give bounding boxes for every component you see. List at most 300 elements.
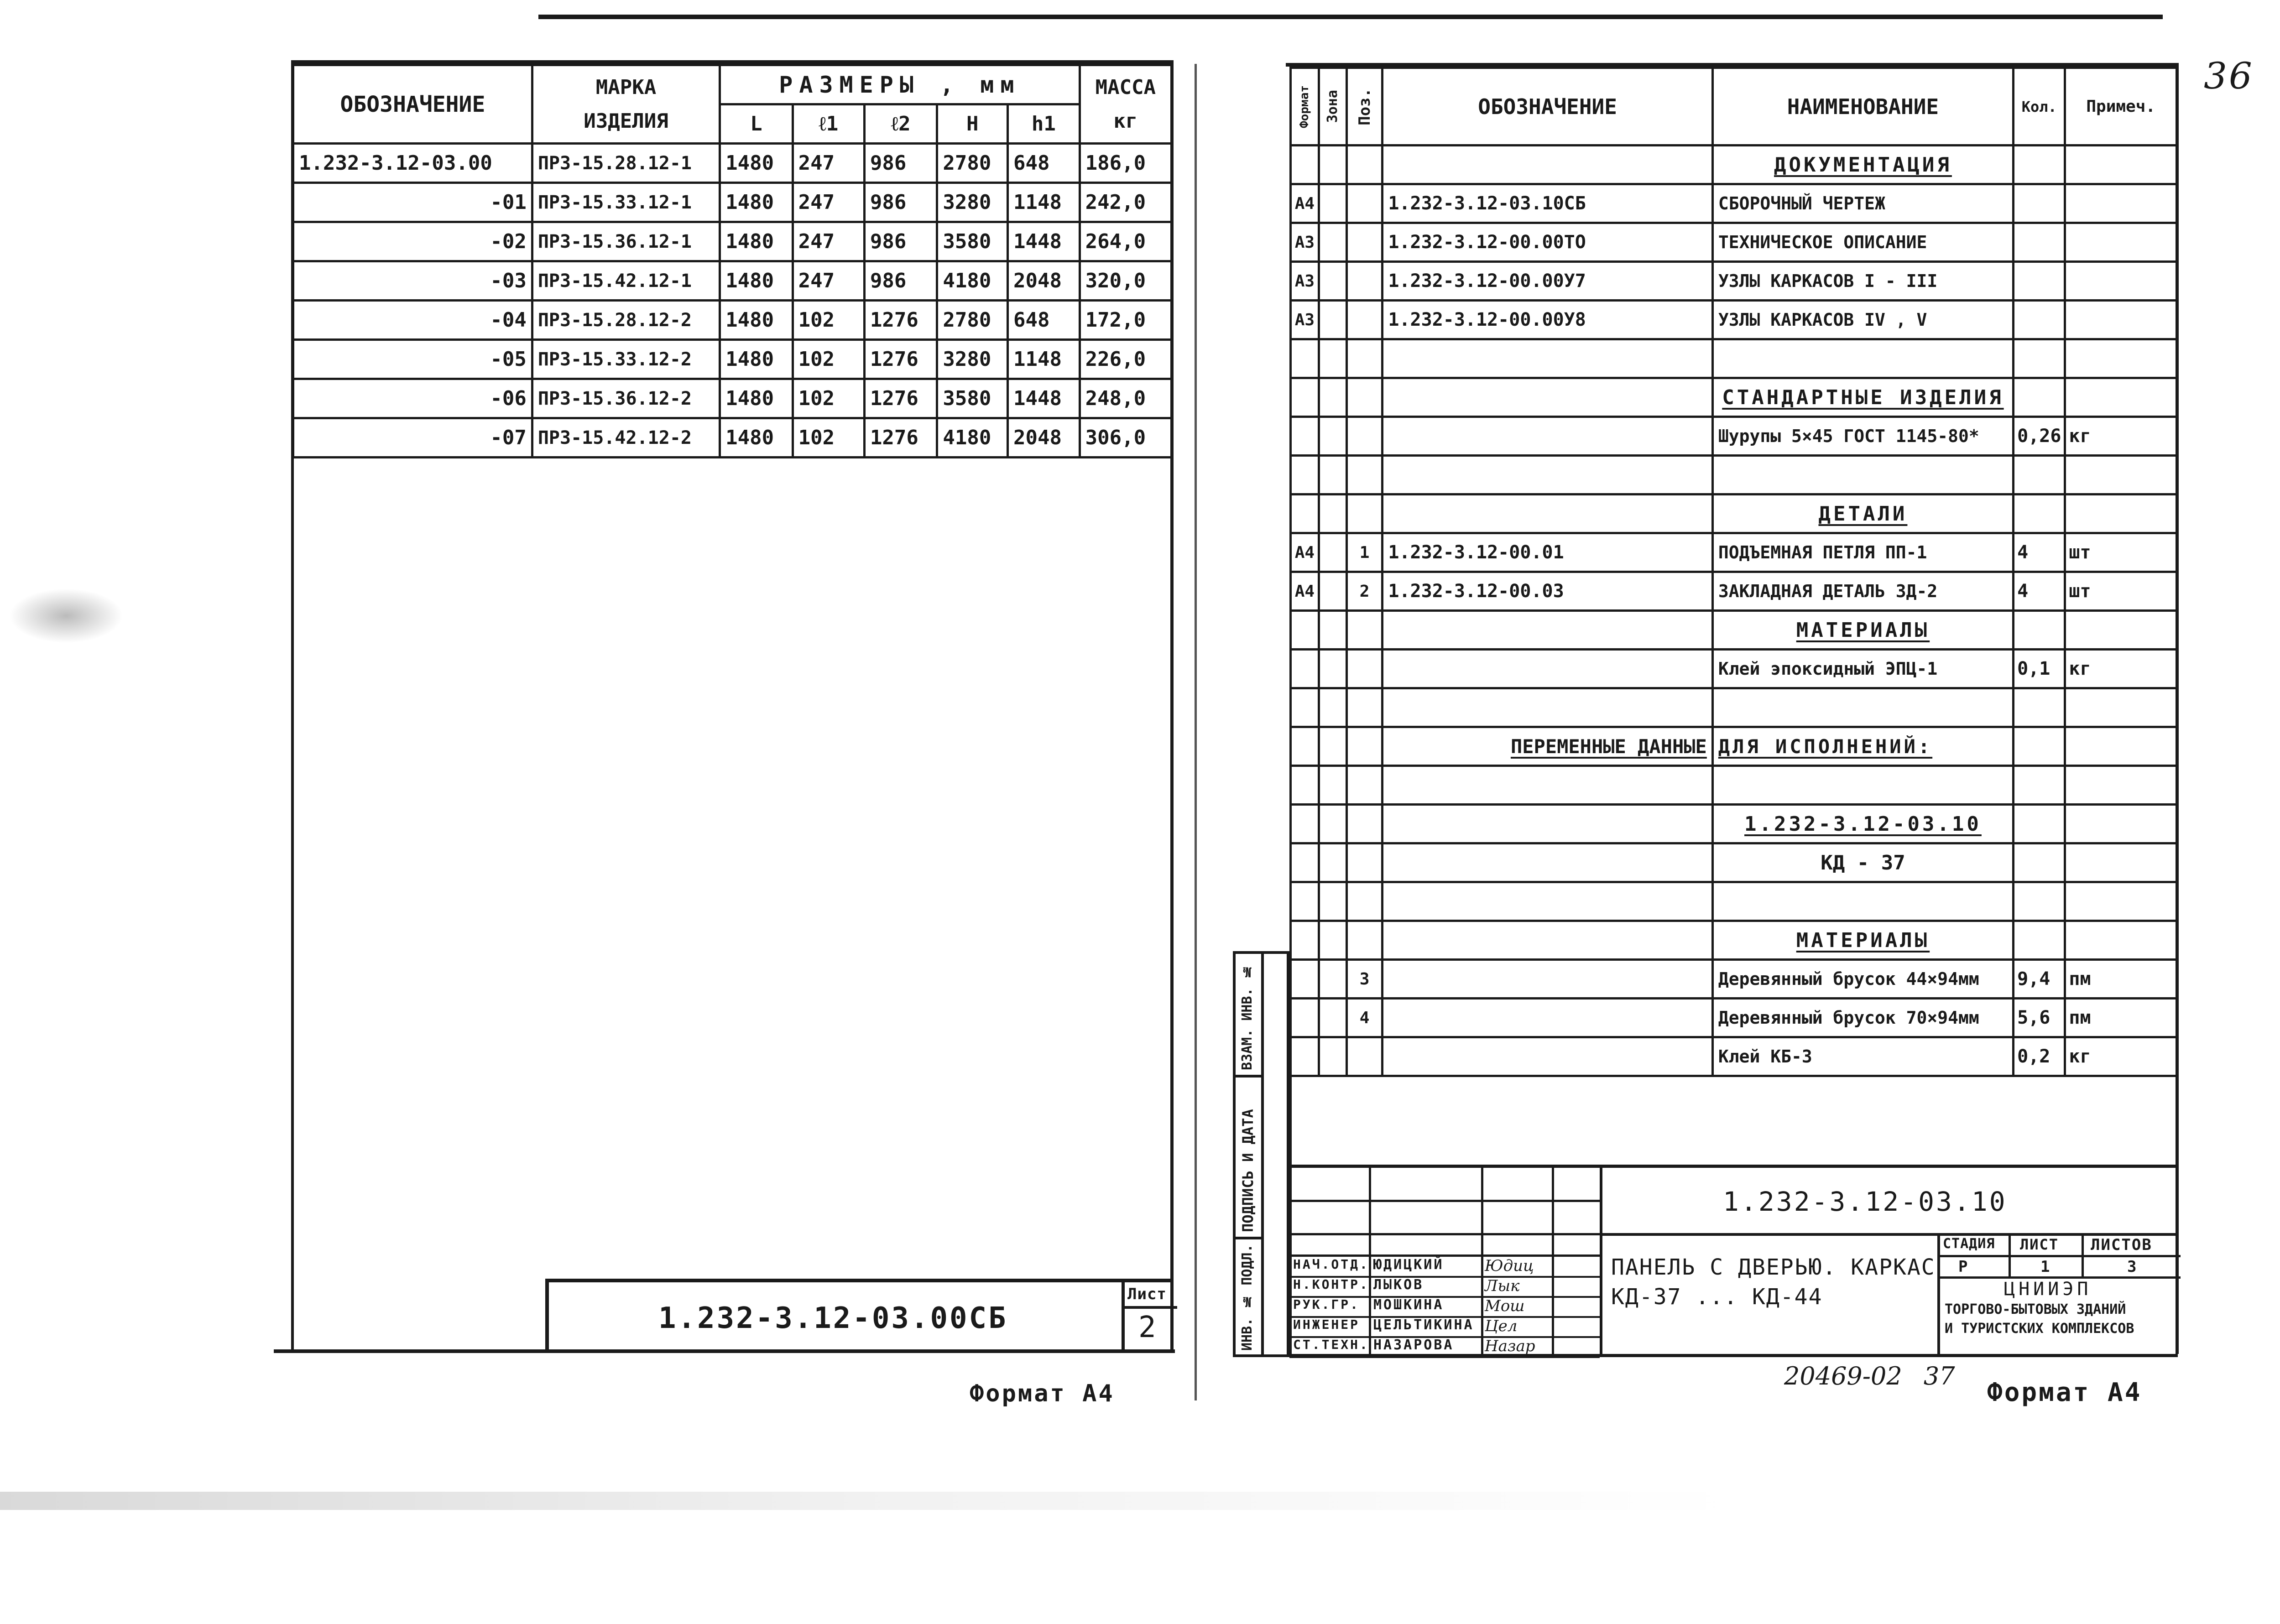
tb-col-line-6 [1600,1168,1602,1357]
spec-cell-name: ТЕХНИЧЕСКОЕ ОПИСАНИЕ [1712,223,2013,262]
header-qty: Кол. [2014,68,2065,146]
spec-cell-qty [2014,184,2065,223]
spec-cell-qty [2014,494,2065,533]
sizes-cell-H: 3580 [937,222,1008,261]
spec-cell-designation [1383,339,1712,378]
spec-cell-format [1291,650,1319,688]
spec-cell-name [1712,766,2013,805]
role-person-name: МОШКИНА [1373,1297,1444,1313]
spec-cell-qty [2014,223,2065,262]
spec-cell-zone [1319,301,1346,339]
spec-cell-designation [1383,882,1712,921]
header-format-cell [1291,68,1319,146]
sizes-row [293,222,1172,261]
header-dim-L: L [720,104,793,144]
sizes-cell-mark: ПР3-15.28.12-1 [532,144,720,183]
sizes-cell-designation: -07 [293,418,532,458]
spec-cell-name: Деревянный брусок 70×94мм [1712,999,2013,1037]
spec-row [1291,960,2177,999]
spec-cell-zone [1319,999,1346,1037]
spec-cell-format [1291,456,1319,494]
archive-number [1784,1362,1955,1390]
spec-cell-format [1291,1037,1319,1076]
spec-cell-format [1291,611,1319,650]
spec-cell-pos: 3 [1346,960,1383,999]
spec-cell-pos: 1 [1346,533,1383,572]
left-stamp-sheet-label: Лист [1127,1285,1167,1303]
spec-cell-pos [1346,688,1383,727]
spec-row [1291,882,2177,921]
sizes-cell-l2: 986 [864,222,937,261]
sizes-cell-mass: 248,0 [1080,379,1171,418]
spec-row [1291,727,2177,766]
sizes-cell-L: 1480 [720,301,793,340]
org-line-3: И ТУРИСТСКИХ КОМПЛЕКСОВ [1945,1321,2134,1337]
spec-cell-note: шт [2065,572,2177,611]
header-dim-l2: ℓ2 [864,104,937,144]
sizes-cell-designation: -04 [293,301,532,340]
role-signature: Лык [1485,1277,1520,1295]
spec-cell-designation [1383,494,1712,533]
sizes-row [293,183,1172,222]
spec-cell-designation: 1.232-3.12-00.00У7 [1383,262,1712,301]
spec-cell-qty [2014,843,2065,882]
spec-row [1291,1037,2177,1076]
role-person-name: ЮДИЦКИЙ [1373,1257,1444,1273]
left-stamp-sheet-cell [1122,1282,1174,1349]
scan-edge-line [538,15,2163,19]
spec-cell-note: шт [2065,533,2177,572]
sizes-cell-h1: 648 [1008,301,1080,340]
spec-cell-note: кг [2065,417,2177,456]
spec-cell-qty [2014,456,2065,494]
sizes-cell-h1: 1448 [1008,222,1080,261]
stage-value: Р [1958,1258,1970,1276]
header-mass-line2: кг [1113,109,1138,133]
spec-cell-pos [1346,494,1383,533]
sizes-row [293,144,1172,183]
spec-cell-qty: 5,6 [2014,999,2065,1037]
sizes-cell-H: 2780 [937,301,1008,340]
spec-cell-pos [1346,301,1383,339]
spec-cell-designation [1383,1037,1712,1076]
role-title: СТ.ТЕХН. [1293,1337,1369,1352]
sizes-cell-H: 2780 [937,144,1008,183]
sizes-cell-L: 1480 [720,222,793,261]
spec-cell-pos [1346,611,1383,650]
sizes-cell-l2: 1276 [864,379,937,418]
stage-row-line-1 [1940,1255,2181,1257]
spec-cell-name: ДОКУМЕНТАЦИЯ [1712,146,2013,184]
spec-row [1291,262,2177,301]
spec-cell-format: А4 [1291,533,1319,572]
spec-cell-designation: 1.232-3.12-00.03 [1383,572,1712,611]
sizes-cell-L: 1480 [720,261,793,301]
header-name: НАИМЕНОВАНИЕ [1712,68,2013,146]
sizes-cell-L: 1480 [720,144,793,183]
left-stamp-sheet-divider [1125,1306,1177,1309]
sheet-value: 1 [2040,1258,2052,1276]
spec-row [1291,494,2177,533]
sizes-cell-mass: 172,0 [1080,301,1171,340]
spec-cell-note [2065,339,2177,378]
spec-cell-pos [1346,650,1383,688]
sizes-cell-l1: 102 [793,379,864,418]
spec-row [1291,456,2177,494]
spec-cell-pos [1346,921,1383,960]
spec-cell-designation [1383,146,1712,184]
spec-cell-designation [1383,611,1712,650]
tb-col-line-1 [1289,1168,1292,1357]
spec-cell-pos [1346,146,1383,184]
spec-row [1291,766,2177,805]
spec-cell-format [1291,960,1319,999]
sizes-cell-l1: 247 [793,222,864,261]
sizes-cell-mark: ПР3-15.36.12-2 [532,379,720,418]
spec-cell-zone [1319,417,1346,456]
title-block-code: 1.232-3.12-03.10 [1723,1186,2007,1217]
spec-cell-format [1291,494,1319,533]
spec-cell-pos [1346,882,1383,921]
spec-cell-qty [2014,921,2065,960]
spec-cell-pos: 2 [1346,572,1383,611]
spec-cell-name: ПОДЪЕМНАЯ ПЕТЛЯ ПП-1 [1712,533,2013,572]
sizes-cell-l2: 1276 [864,340,937,379]
header-pos-cell [1346,68,1383,146]
sizes-cell-designation: -06 [293,379,532,418]
sizes-cell-l1: 247 [793,144,864,183]
spec-cell-name: ЗАКЛАДНАЯ ДЕТАЛЬ ЗД-2 [1712,572,2013,611]
spec-cell-pos [1346,417,1383,456]
side-label-inv-no: ИНВ. № ПОДЛ. [1239,1244,1255,1351]
spec-cell-format [1291,843,1319,882]
spec-cell-zone [1319,456,1346,494]
spec-row [1291,921,2177,960]
tb-col-line-5 [1552,1168,1554,1357]
spec-row [1291,650,2177,688]
sizes-cell-mass: 226,0 [1080,340,1171,379]
spec-cell-format [1291,882,1319,921]
spec-cell-note [2065,146,2177,184]
spec-cell-designation: 1.232-3.12-00.01 [1383,533,1712,572]
spec-cell-note [2065,378,2177,417]
org-line-2: ТОРГОВО-БЫТОВЫХ ЗДАНИЙ [1945,1301,2126,1317]
spec-cell-name: СТАНДАРТНЫЕ ИЗДЕЛИЯ [1712,378,2013,417]
spec-cell-note [2065,766,2177,805]
sizes-cell-designation: -05 [293,340,532,379]
sizes-cell-designation: -02 [293,222,532,261]
spec-cell-zone [1319,650,1346,688]
sizes-cell-l2: 986 [864,261,937,301]
sizes-cell-L: 1480 [720,340,793,379]
sizes-cell-mark: ПР3-15.33.12-2 [532,340,720,379]
org-line-1: ЦНИИЭП [2004,1279,2092,1300]
spec-cell-qty: 9,4 [2014,960,2065,999]
left-stamp-sheet-number: 2 [1138,1311,1158,1344]
left-frame-bottom [274,1349,1175,1353]
spec-cell-name: УЗЛЫ КАРКАСОВ I - III [1712,262,2013,301]
sizes-cell-designation: -01 [293,183,532,222]
tb-col-line-4 [1481,1168,1483,1357]
header-designation-right: ОБОЗНАЧЕНИЕ [1383,68,1712,146]
spec-cell-format [1291,146,1319,184]
spec-row [1291,378,2177,417]
sizes-row [293,340,1172,379]
spec-cell-format: А3 [1291,223,1319,262]
sheets-value: 3 [2127,1258,2139,1276]
left-format-label: Формат А4 [970,1380,1115,1407]
spec-cell-qty [2014,766,2065,805]
sizes-cell-mark: ПР3-15.42.12-2 [532,418,720,458]
spec-cell-zone [1319,1037,1346,1076]
spec-row [1291,843,2177,882]
spec-cell-note [2065,456,2177,494]
sizes-cell-h1: 2048 [1008,418,1080,458]
spec-cell-name: Деревянный брусок 44×94мм [1712,960,2013,999]
spec-cell-name: УЗЛЫ КАРКАСОВ IV , V [1712,301,2013,339]
title-line-1: ПАНЕЛЬ С ДВЕРЬЮ. КАРКАС [1611,1254,1936,1280]
sizes-cell-h1: 1148 [1008,183,1080,222]
sizes-cell-L: 1480 [720,418,793,458]
spec-cell-format: А3 [1291,301,1319,339]
spec-cell-format [1291,417,1319,456]
sizes-cell-mass: 320,0 [1080,261,1171,301]
role-signature: Цел [1485,1317,1518,1335]
spec-cell-name: ДЛЯ ИСПОЛНЕНИЙ: [1712,727,2013,766]
spec-cell-zone [1319,727,1346,766]
sizes-row [293,301,1172,340]
sheet-label: ЛИСТ [2020,1236,2059,1253]
spec-cell-qty [2014,805,2065,843]
spec-cell-note: кг [2065,650,2177,688]
spec-cell-pos: 4 [1346,999,1383,1037]
spec-cell-qty [2014,146,2065,184]
role-title: НАЧ.ОТД. [1293,1257,1369,1272]
spec-cell-name: ДЕТАЛИ [1712,494,2013,533]
spec-cell-note [2065,611,2177,650]
sizes-cell-H: 4180 [937,418,1008,458]
spec-row [1291,572,2177,611]
spec-row [1291,533,2177,572]
stage-col-line-2 [2082,1233,2084,1276]
spec-cell-designation [1383,805,1712,843]
spec-cell-name: Клей эпоксидный ЭПЦ-1 [1712,650,2013,688]
scan-artifact-bottom [0,1492,1734,1510]
sizes-cell-l1: 247 [793,183,864,222]
side-col-divider [1261,954,1264,1355]
spec-row [1291,688,2177,727]
spec-cell-designation [1383,766,1712,805]
spec-row [1291,184,2177,223]
spec-cell-qty [2014,301,2065,339]
spec-cell-zone [1319,146,1346,184]
spec-cell-name: СБОРОЧНЫЙ ЧЕРТЕЖ [1712,184,2013,223]
sizes-cell-h1: 2048 [1008,261,1080,301]
side-label-replaced-inv: ВЗАМ. ИНВ. № [1239,963,1255,1070]
archive-number-page: 37 [1923,1362,1955,1390]
role-title: ИНЖЕНЕР [1293,1317,1360,1332]
header-mark [532,65,720,144]
spec-cell-pos [1346,843,1383,882]
sizes-cell-l1: 102 [793,340,864,379]
spec-cell-designation [1383,456,1712,494]
scan-artifact-left [9,588,123,643]
spec-cell-qty [2014,882,2065,921]
spec-cell-format [1291,378,1319,417]
sizes-cell-l1: 102 [793,418,864,458]
archive-number-code: 20469-02 [1784,1362,1902,1390]
header-sizes: РАЗМЕРЫ , мм [720,65,1080,104]
spec-cell-format: А4 [1291,572,1319,611]
role-title: РУК.ГР. [1293,1297,1360,1312]
role-person-name: НАЗАРОВА [1373,1337,1454,1353]
sizes-row [293,418,1172,458]
sizes-cell-l2: 986 [864,183,937,222]
spec-row [1291,611,2177,650]
spec-cell-note [2065,223,2177,262]
sizes-cell-H: 3280 [937,183,1008,222]
spec-cell-zone [1319,611,1346,650]
spec-cell-format [1291,921,1319,960]
title-line-2: КД-37 ... КД-44 [1611,1284,1823,1310]
spec-cell-note: пм [2065,960,2177,999]
sizes-cell-mark: ПР3-15.42.12-1 [532,261,720,301]
header-format: Формат [1298,85,1312,128]
spec-cell-name [1712,688,2013,727]
spec-cell-qty [2014,262,2065,301]
spec-cell-zone [1319,805,1346,843]
spec-cell-designation: 1.232-3.12-00.00ТО [1383,223,1712,262]
spec-row [1291,339,2177,378]
spec-cell-zone [1319,843,1346,882]
sizes-cell-H: 4180 [937,261,1008,301]
spec-cell-qty [2014,611,2065,650]
spec-cell-pos [1346,1037,1383,1076]
header-dim-l1: ℓ1 [793,104,864,144]
sizes-cell-designation: 1.232-3.12-03.00 [293,144,532,183]
spec-cell-pos [1346,456,1383,494]
sizes-cell-l2: 1276 [864,301,937,340]
spec-cell-zone [1319,262,1346,301]
spec-cell-zone [1319,494,1346,533]
header-mark-line1: МАРКА [595,75,657,99]
spec-cell-note [2065,494,2177,533]
side-row-divider-1 [1236,1075,1264,1077]
role-person-name: ЦЕЛЬТИКИНА [1373,1317,1474,1333]
spec-cell-format [1291,727,1319,766]
sizes-cell-mass: 242,0 [1080,183,1171,222]
spec-cell-qty [2014,727,2065,766]
sizes-cell-mass: 306,0 [1080,418,1171,458]
spec-cell-qty [2014,378,2065,417]
spec-cell-designation: ПЕРЕМЕННЫЕ ДАННЫЕ [1383,727,1712,766]
spec-row [1291,146,2177,184]
spec-cell-name [1712,339,2013,378]
side-row-divider-2 [1236,1237,1264,1239]
role-person-name: ЛЫКОВ [1373,1277,1424,1293]
header-designation: ОБОЗНАЧЕНИЕ [293,65,532,144]
header-mark-line2: ИЗДЕЛИЯ [584,109,668,133]
spec-cell-designation [1383,650,1712,688]
sizes-cell-h1: 648 [1008,144,1080,183]
left-stamp [545,1279,1170,1349]
spec-cell-designation [1383,417,1712,456]
sizes-cell-h1: 1148 [1008,340,1080,379]
spec-cell-pos [1346,727,1383,766]
spec-cell-designation [1383,999,1712,1037]
sizes-cell-mark: ПР3-15.33.12-1 [532,183,720,222]
header-zone: Зона [1325,90,1341,123]
spec-cell-note [2065,805,2177,843]
role-signature: Назар [1485,1337,1535,1355]
sizes-cell-designation: -03 [293,261,532,301]
spec-cell-note [2065,301,2177,339]
spec-cell-note [2065,688,2177,727]
page-number: 36 [2204,55,2254,97]
spec-cell-format: А3 [1291,262,1319,301]
spec-cell-designation [1383,960,1712,999]
sheets-label: ЛИСТОВ [2091,1236,2152,1254]
spec-cell-zone [1319,378,1346,417]
spec-cell-note: пм [2065,999,2177,1037]
spec-cell-format [1291,766,1319,805]
spec-cell-note [2065,921,2177,960]
sizes-cell-mark: ПР3-15.36.12-1 [532,222,720,261]
spec-cell-note [2065,184,2177,223]
header-dim-h1: h1 [1008,104,1080,144]
spec-cell-qty: 0,26 [2014,417,2065,456]
spec-cell-name: КД - 37 [1712,843,2013,882]
sizes-cell-mass: 264,0 [1080,222,1171,261]
spec-cell-name: 1.232-3.12-03.10 [1712,805,2013,843]
sheet-separator [1195,64,1197,1400]
right-frame-top [1286,63,2178,67]
stage-label: СТАДИЯ [1943,1236,1995,1252]
spec-row [1291,301,2177,339]
sizes-cell-l1: 102 [793,301,864,340]
side-label-signature-date: ПОДПИСЬ И ДАТА [1239,1109,1257,1232]
side-label-column [1233,951,1289,1357]
sizes-cell-H: 3580 [937,379,1008,418]
spec-cell-zone [1319,572,1346,611]
spec-cell-zone [1319,921,1346,960]
spec-row [1291,223,2177,262]
spec-cell-note [2065,882,2177,921]
spec-cell-qty [2014,339,2065,378]
header-zone-cell [1319,68,1346,146]
spec-cell-note [2065,262,2177,301]
spec-cell-format [1291,805,1319,843]
sizes-cell-H: 3280 [937,340,1008,379]
spec-cell-designation [1383,921,1712,960]
sizes-cell-l1: 247 [793,261,864,301]
sizes-cell-h1: 1448 [1008,379,1080,418]
sizes-cell-L: 1480 [720,183,793,222]
spec-cell-designation: 1.232-3.12-03.10СБ [1383,184,1712,223]
spec-cell-qty: 0,1 [2014,650,2065,688]
spec-cell-qty [2014,688,2065,727]
spec-cell-zone [1319,960,1346,999]
spec-cell-designation [1383,843,1712,882]
spec-row [1291,805,2177,843]
title-block [1289,1165,2178,1357]
spec-row [1291,999,2177,1037]
spec-cell-name: Шурупы 5×45 ГОСТ 1145-80* [1712,417,2013,456]
spec-cell-pos [1346,378,1383,417]
spec-cell-pos [1346,184,1383,223]
spec-cell-zone [1319,882,1346,921]
stage-box [1937,1233,2178,1357]
